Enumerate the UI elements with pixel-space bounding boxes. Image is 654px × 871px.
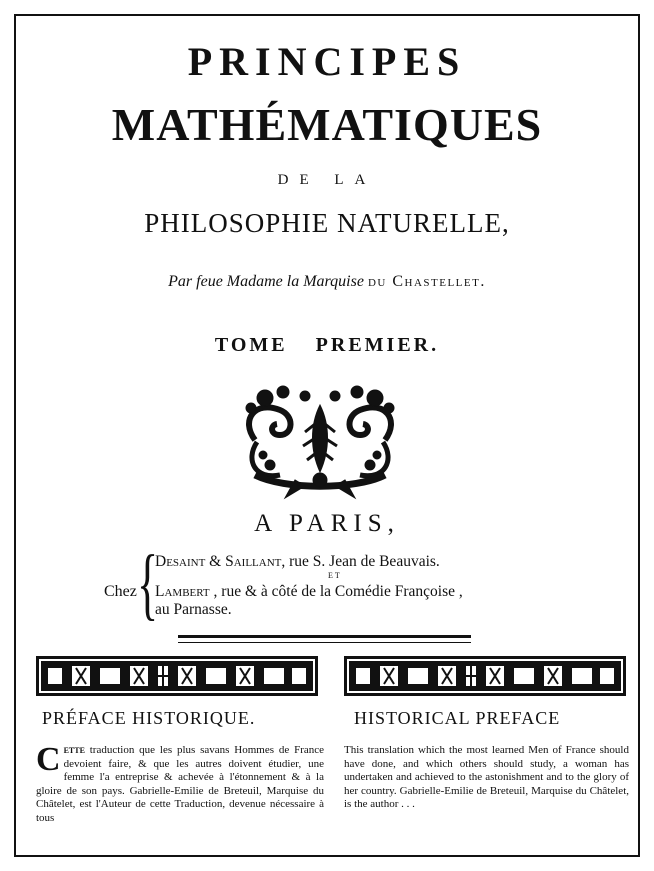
city-line: A PARIS, [254,510,400,537]
preface-historique-title: PRÉFACE HISTORIQUE. [42,708,256,728]
publisher-line-3: au Parnasse. [155,601,232,618]
publisher-line-1 [155,553,440,571]
english-preface-text: This translation which the most learned Men of France should have done, and which others should study, a woman has undertaken and achieved to the astonishment and to the glory of her country. Gabrielle-Emilie de Breteuil, Marquise du Châtelet, is the author . . . [344,744,629,811]
publisher-line-2 [155,583,463,601]
tome-line [0,334,654,357]
publisher-2-address: , rue & à côté de la Comédie Françoise , [209,583,463,600]
brace-icon: { [137,540,159,628]
french-body: traduction que les plus savans Hommes de France devoient faire, & que les autres doivent étudier, une femme l'a entreprise & achevée à l'étonnement & à la gloire de son pays. Gabrielle-Emilie de Breteuil, Marquise du Châtelet, est l'Auteur de cette Traduction, devenue nécessaire à tous [36,744,324,824]
french-preface-text [36,741,324,826]
historical-preface-title: HISTORICAL PREFACE [354,708,561,728]
lead-word: ette [63,744,85,756]
et-label: ET [328,571,342,580]
thin-rule [178,642,471,643]
vignette-ornament-icon [235,380,405,500]
author-prefix: Par feue Madame la Marquise [168,273,364,290]
author-line [0,273,654,291]
author-name: du Chastellet. [367,273,486,290]
tome-number: PREMIER. [315,334,440,356]
drop-cap: C [36,741,61,778]
title-principes: PRINCIPES [187,39,467,84]
publisher-2-name: Lambert [155,583,210,600]
publisher-1-name: Desaint & Saillant [155,553,282,570]
tome-word: TOME [214,334,288,356]
border-ornament-icon [36,656,318,696]
title-philosophie: PHILOSOPHIE NATURELLE, [144,208,510,238]
title-mathematiques: MATHÉMATIQUES [111,99,543,150]
title-de-la: DE LA [277,172,377,188]
chez-label: Chez [104,583,137,600]
border-ornament-icon [344,656,626,696]
publisher-1-address: , rue S. Jean de Beauvais. [281,553,440,570]
thick-rule [178,635,471,638]
